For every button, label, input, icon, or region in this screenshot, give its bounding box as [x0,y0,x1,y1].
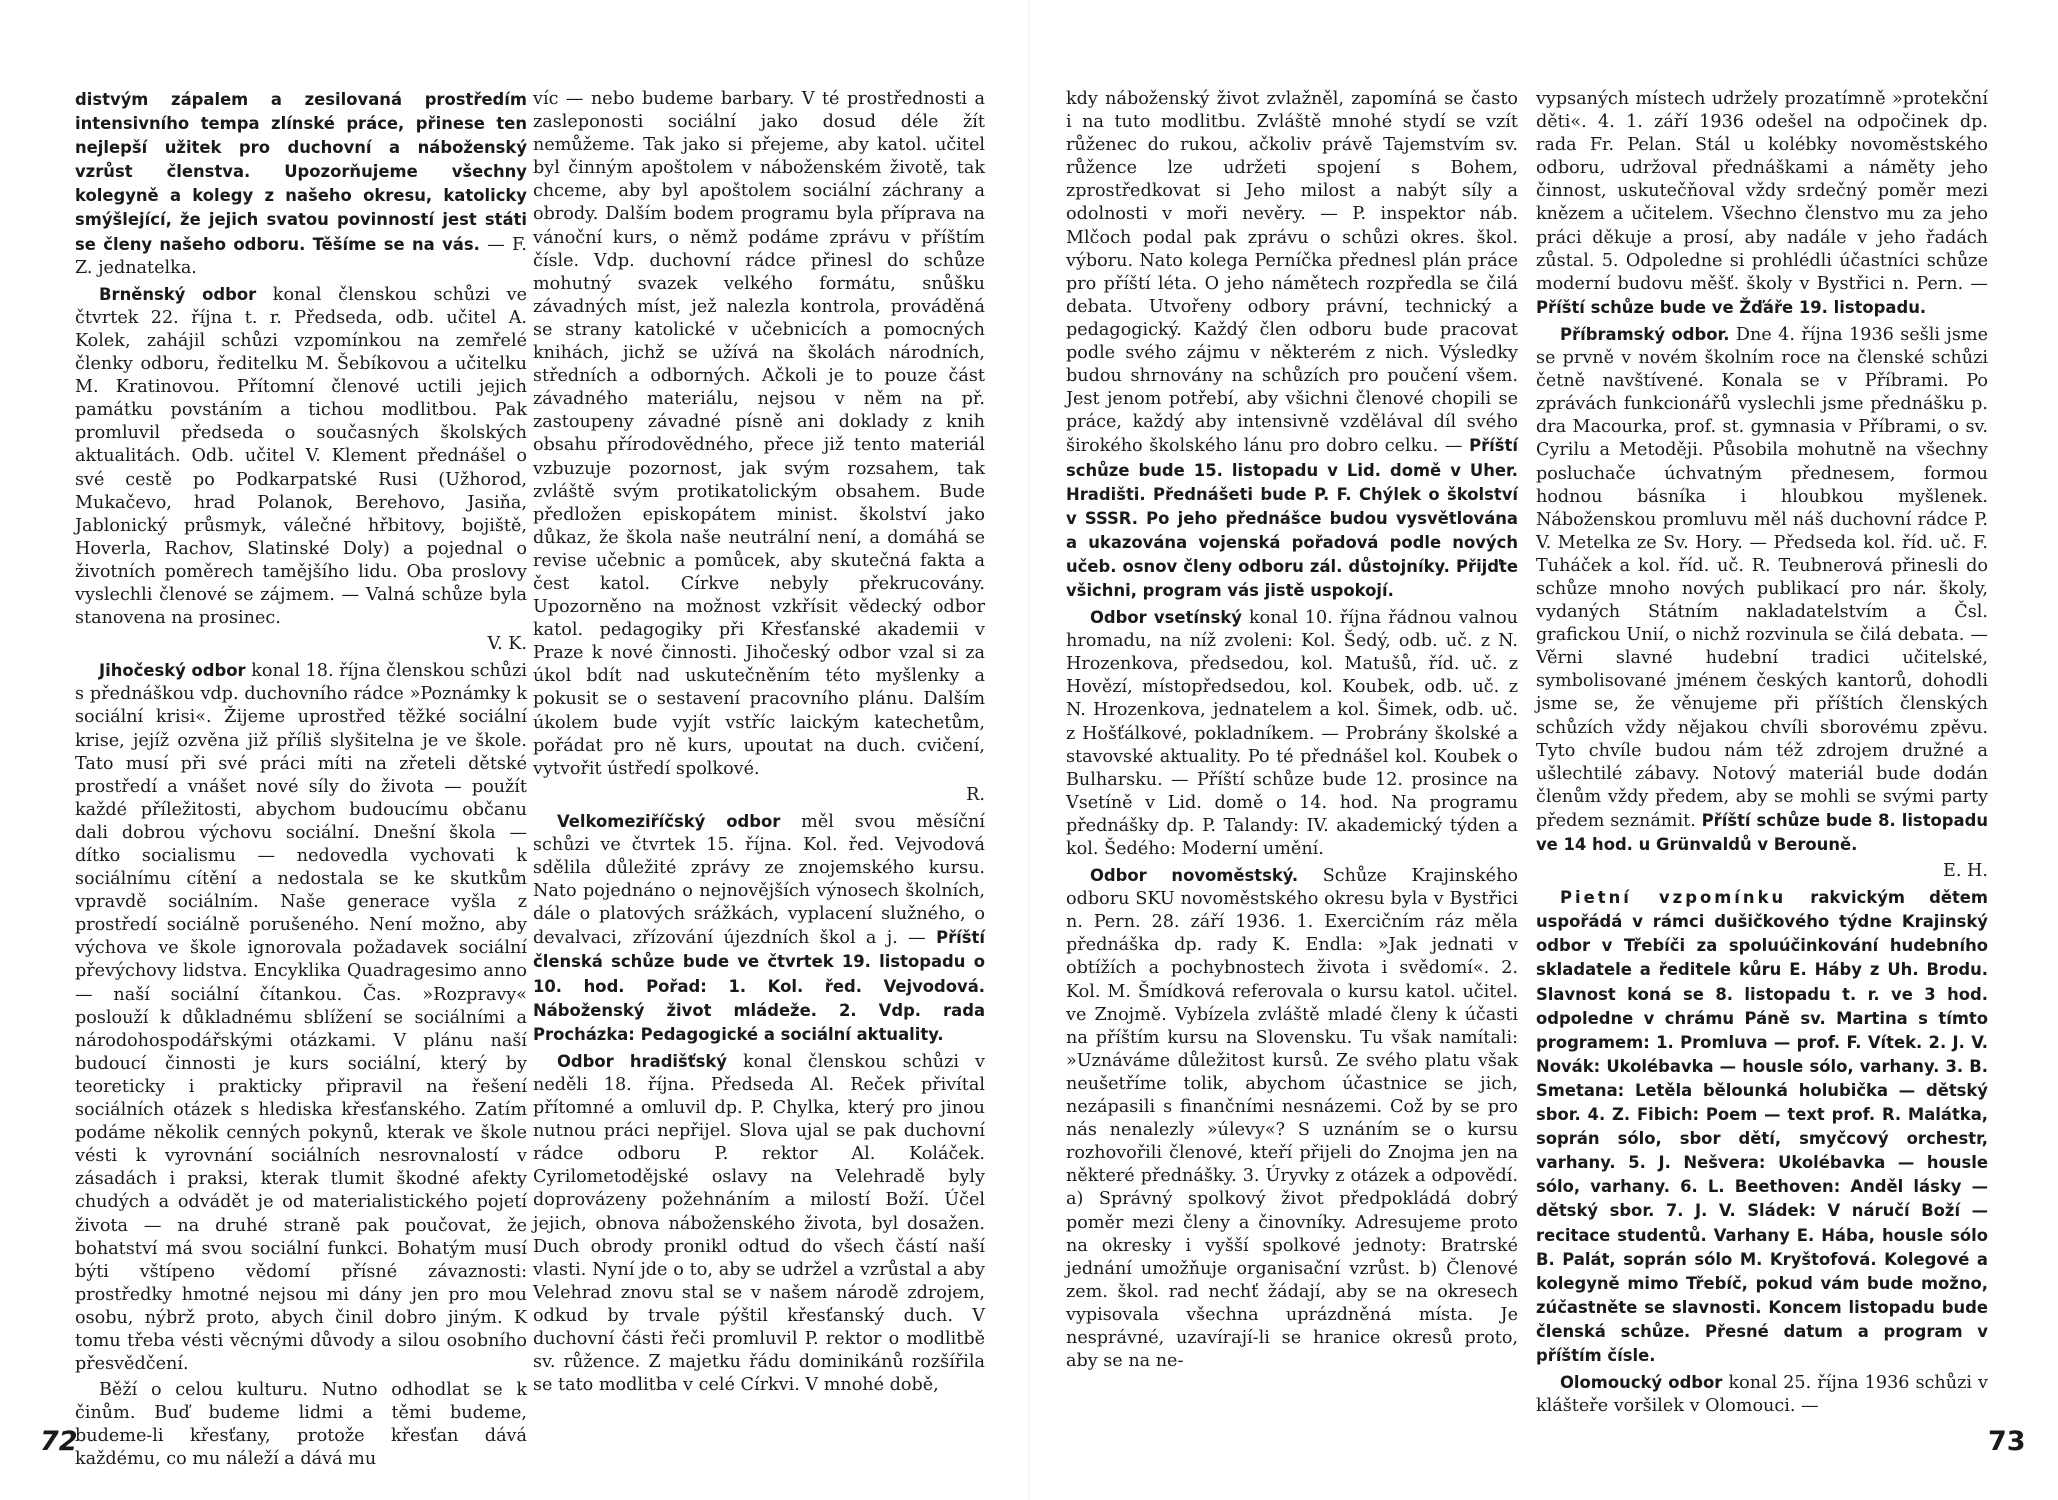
right-page-column-1 [1066,88,1518,1428]
paragraph-lead: Příbramský odbor. [1560,324,1730,344]
paragraph [1066,606,1518,861]
left-page-column-2 [533,88,985,1428]
paragraph-emphasis: Příští schůze bude 15. listopadu v Lid. domě v Uher. Hradišti. Přednášeti bude P. F. Chýlek o školství v SSSR. Po jeho přednášce budou vysvětlována a ukazována vojenská pořadová podle nových učeb. osnov členy odboru zál. důstojníky. Přijďte všichni, program vás jistě uspokojí. [1066,436,1518,600]
paragraph-text: — F. Z. jednatelka. [75,234,528,278]
paragraph [533,810,985,1047]
paragraph [1536,886,1988,1368]
paragraph-lead: distvým zápalem a zesilovaná prostředím intensivního tempa zlínské práce, přinese ten nejlepší užitek pro duchovní a náboženský vzrůst členstva. Upozorňujeme všechny kolegyně a kolegy z našeho okresu, katolicky smýšlející, že jejich svatou povinností jest státi se členy našeho odboru. Těšíme se na vás. [75,90,527,254]
right-page-number: 73 [1988,1426,2026,1457]
paragraph-text: konal členskou schůzi v neděli 18. října. Předseda Al. Reček přivítal přítomné a omluvil dp. P. Chylka, který pro jinou nutnou práci nepřijel. Slova ujal se pak duchovní rádce odboru P. rektor Al. Koláček. Cyrilometodějské oslavy na Velehradě byly doprovázeny požehnáním a milostí Boží. Účel jejich, obnova náboženského života, byl dosažen. Duch obrody pronikl odtud do všech částí naší vlasti. Nyní jde o to, aby se udržel a vzrůstal a aby Velehrad znovu stal se v našem národě zdrojem, odkud by trvale pýštil křesťanský duch. V duchovní části řeči promluvil P. rektor o modlitbě sv. růžence. Z majetku řádu dominikánů rozšířila se tato modlitba v celé Církvi. V mnohé době, [533,1051,985,1396]
paragraph-lead: Olomoucký odbor [1560,1373,1723,1393]
paragraph [75,283,527,630]
paragraph-lead: Odbor hradišťský [557,1051,727,1071]
paragraph-text: Dne 4. října 1936 sešli jsme se prvně v novém školním roce na členské schůzi četně navštívené. Konala se v Příbrami. Po zprávách funkcionářů vyslechli jsme přednášku p. dra Macourka, prof. st. gymnasia v Příbrami, o sv. Cyrilu a Metoději. Působila mohutně na všechny posluchače úchvatným přednesem, formou hodnou básníka i hloubkou myšlenek. Náboženskou promluvu měl náš duchovní rádce P. V. Metelka ze Sv. Hory. — Předseda kol. říd. uč. F. Tuháček a kol. říd. uč. R. Teubnerová přinesli do schůze mnoho nových publikací pro nár. školy, vydaných Státním nakladatelstvím a Čsl. grafickou Unií, o nichž rozvinula se čilá debata. — Věrni slavné hudební tradici učitelské, symbolisované jménem českých kantorů, dohodli jsme se, že věnujeme při příštích členských schůzích vždy nějakou chvíli sborovému zpěvu. Tyto chvíle budou nám též zdrojem družné a ušlechtilé zábavy. Notový materiál bude dodán členům vždy předem, aby se mohli se svými party předem seznámit. [1536,324,1988,831]
spaced-heading: Pietní vzpomínku [1560,888,1787,908]
paragraph-emphasis: rakvickým dětem uspořádá v rámci dušičkového týdne Krajinský odbor v Třebíči za spoluúčinkování hudebního skladatele a ředitele kůru E. Háby z Uh. Brodu. Slavnost koná se 8. listopadu t. r. ve 3 hod. odpoledne v chrámu Páně sv. Martina s tímto programem: 1. Promluva — prof. F. Vítek. 2. J. V. Novák: Ukolébavka — housle sólo, varhany. 3. B. Smetana: Letěla bělounká holubička — dětský sbor. 4. Z. Fibich: Poem — text prof. R. Malátka, soprán sólo, sbor dětí, smyčcový orchestr, varhany. 5. J. Nešvera: Ukolébavka — housle sólo, varhany. 6. L. Beethoven: Anděl lásky — dětský sbor. 7. J. V. Sládek: V náručí Boží — recitace studentů. Varhany E. Hába, housle sólo B. Palát, soprán sólo M. Kryštofová. Kolegové a kolegyně mimo Třebíč, pokud vám bude možno, zúčastněte se slavnosti. Koncem listopadu bude členská schůze. Přesné datum a program v příštím čísle. [1536,888,1988,1365]
paragraph [1536,323,1988,857]
paragraph [75,88,527,280]
paragraph-text: konal 18. října členskou schůzi s přednáškou vdp. duchovního rádce »Poznámky k sociální krisi«. Žijeme uprostřed těžké sociální krise, jejíž ozvěna již příliš slyšitelna je ve škole. Tato musí při své práci míti na zřeteli dětské prostředí a vnášet nové síly do života — použít každé příležitosti, abychom budoucímu občanu dali dobrou výchovu sociální. Dnešní škola — dítko socialismu — nedovedla vychovati k sociálnímu cítění a nedostala se ke skutkům vpravdě sociálním. Naše generace vyšla z prostředí sociálně porušeného. Není možno, aby výchova ve škole ignorovala požadavek sociální převýchovy lidstva. Encyklika Quadragesimo anno — naší sociální čítankou. Čas. »Rozpravy« poslouží k důkladnému sblížení se sociálními a národohospodářskými otázkami. V plánu naší budoucí činnosti je kurs sociální, který by teoreticky i prakticky připravil na řešení sociálních otázek s hlediska křesťanského. Zatím podáme několik cenných pokynů, kterak ve škole vésti k vyrovnání sociálních nesrovnalostí v zásadách i praksi, kterak tlumit škodné afekty chudých a odvádět je od materialistického pojetí života — na druhé straně pak poučovat, že bohatství má svou sociální funkci. Bohatým musí býti vštípeno vědomí přísné závaznosti: prostředky hmotné nejsou mi dány jen pro mou osobu, nýbrž proto, abych činil dobro jiným. K tomu třeba vésti věcnými důvody a silou osobního přesvědčení. [75,661,527,1375]
right-page-column-2 [1536,88,1988,1428]
signature: R. [966,784,985,805]
paragraph-lead: Jihočeský odbor [99,661,246,681]
left-page-number: 72 [40,1426,78,1457]
paragraph-text: konal 25. října 1936 schůzi v klášteře voršilek v Olomouci. — [1536,1373,1988,1417]
paragraph-lead: Velkomeziříčský odbor [557,811,781,831]
signature: V. K. [487,634,527,655]
paragraph-emphasis: Příští členská schůze bude ve čtvrtek 19. listopadu o 10. hod. Pořad: 1. Kol. řed. Vejvodová. Náboženský život mládeže. 2. Vdp. rada Procházka: Pedagogické a sociální aktuality. [533,928,985,1044]
paragraph [1536,88,1988,320]
paragraph [75,659,527,1376]
paragraph [1066,864,1518,1373]
paragraph [1066,88,1518,603]
paragraph-emphasis: Příští schůze bude ve Žďáře 19. listopadu. [1536,297,1927,317]
paragraph [75,1379,527,1471]
paragraph [1536,1371,1988,1418]
paragraph-text: víc — nebo budeme barbary. V té prostřednosti a zasleponosti sociální jako dosud déle žít nemůžeme. Tak jako si přejeme, aby katol. učitel byl činným apoštolem v náboženském životě, tak chceme, aby byl apoštolem sociální záchrany a obrody. Dalším bodem programu byla příprava na vánoční kurs, o němž podáme zprávu v příštím čísle. Vdp. duchovní rádce přinesl do schůze mohutný svazek velkého formátu, snůšku závadných míst, jež nalezla kontrola, prováděná se strany katolické v učebnicích a pomocných knihách, jichž se užívá na školách národních, středních a odborných. Ačkoli je to pouze část závadného materiálu, nejsou v něm na př. zastoupeny závadné písně ani doklady z knih obsahu přírodovědného, přece již tento materiál vzbuzuje pozornost, jak svým rozsahem, tak zvláště svým protikatolickým obsahem. Bude předložen episkopátem minist. školství jako důkaz, že škola naše neutrální není, a domáhá se revise učebnic a pomůcek, aby skutečná fakta a čest katol. Církve nebyly překrucovány. Upozorněno na možnost vzkřísit vědecký odbor katol. pedagogiky při Křesťanské akademii v Praze k nové činnosti. Jihočeský odbor vzal si za úkol bdít nad uskutečněním této myšlenky a pokusit se o sestavení pracovního plánu. Dalším úkolem bude vyjít vstříc laickým katechetům, pořádat pro ně kurs, upoutat na duch. cvičení, vytvořit ústředí spolkové. [533,89,985,779]
paragraph-text: měl svou měsíční schůzi ve čtvrtek 15. října. Kol. řed. Vejvodová sdělila důležité zprávy ze znojemského kursu. Nato pojednáno o nejnovějších výnosech školních, dále o platových srážkách, vyplacení služného, o devalvaci, zřízování újezdních škol a j. — [533,811,985,949]
paragraph [533,88,985,781]
left-page-column-1 [75,88,528,1470]
signature: E. H. [1943,861,1988,882]
paragraph-text: Běží o celou kulturu. Nutno odhodlat se k činům. Buď budeme lidmi a těmi budeme, budeme-li křesťany, protože křesťan dává každému, co mu náleží a dává mu [75,1380,527,1470]
paragraph [533,1050,985,1397]
paragraph-lead: Odbor vsetínský [1090,608,1242,628]
paragraph-text: vypsaných místech udržely prozatímně »protekční děti«. 4. 1. září 1936 odešel na odpočinek dp. rada Fr. Pelan. Stál u kolébky novoměstského odboru, udržoval přednáškami a náměty jeho činnost, uskutečňoval vždy srdečný poměr mezi knězem a učitelem. Všechno členstvo mu za jeho práci děkuje a prosí, aby nadále v jeho řadách zůstal. 5. Odpoledne si prohlédli účastníci schůze moderní budovu měšť. školy v Bystřici n. Pern. — [1536,89,1988,294]
paragraph-lead: Odbor novoměstský. [1090,866,1299,886]
paragraph-text: konal členskou schůzi ve čtvrtek 22. října t. r. Předseda, odb. učitel A. Kolek, zahájil schůzi vzpomínkou na zemřelé členky odboru, ředitelku M. Šebíkovou a učitelku M. Kratinovou. Přítomní členové uctili jejich památku povstáním a tichou modlitbou. Pak promluvil předseda o současných školských aktualitách. Odb. učitel V. Klement přednášel o své cestě po Podkarpatské Rusi (Užhorod, Mukačevo, hrad Polanok, Berehovo, Jasiňa, Jablonický průsmyk, válečné hřbitovy, bojiště, Hoverla, Rachov, Slatinské Doly) a pojednal o životních poměrech tamějšího lidu. Oba proslovy vyslechli členové se zájmem. — Valná schůze byla stanovena na prosinec. [75,284,527,629]
page-gutter [1028,0,1030,1500]
paragraph-text: kdy náboženský život zvlažněl, zapomíná se často i na tuto modlitbu. Zvláště mnohé stydí se vzít růženec do rukou, ačkoliv právě Tajemstvím sv. růžence lze udržeti spojení s Bohem, zprostředkovat si Jeho milost a nabýt síly a odolnosti v moři nevěry. — P. inspektor náb. Mlčoch podal pak zprávu o schůzi okres. škol. výboru. Nato kolega Perníčka přednesl plán práce pro příští léta. O jeho námětech rozpředla se čilá debata. Utvořeny odbory právní, technický a pedagogický. Každý člen odboru bude pracovat podle svého zájmu v některém z nich. Výsledky budou shrnovány na schůzích pro poučení všem. Jest jenom potřebí, aby všichni členové chopili se práce, každý aby intensivně vzdělával díl svého širokého školského lánu pro dobro celku. — [1066,89,1518,457]
paragraph-lead: Brněnský odbor [99,284,257,304]
paragraph-text: Schůze Krajinského odboru SKU novoměstského okresu byla v Bystřici n. Pern. 28. září 1936. 1. Exercičním ráz měla přednáška dp. rady K. Endla: »Jak jednati v obtížích a pochybnostech života i svědomí«. 2. Kol. M. Šmídková referovala o kursu katol. učitel. ve Znojmě. Vybízela zvláště mladé členy k účasti na příštím kursu na Slovensku. Tu však namítali: »Uznáváme důležitost kursů. Ze svého platu však neušetříme tolik, abychom účastnice se jich, nezápasili s finančními nesnázemi. Což by se pro nás nenalezly »úlevy«? S uznáním se o kursu rozhovořili členové, kteří přijeli do Znojma jen na některé přednášky. 3. Úryvky z otázek a odpovědí. a) Správný spolkový život předpokládá dobrý poměr mezi členy a činovníky. Adresujeme proto na okresky i vyšší spolkové jednoty: Bratrské jednání umožňuje organisační vzrůst. b) Členové zem. škol. rad nechť žádají, aby se na okresech vypisovala všechna uprázdněná místa. Je nesprávné, uzavírají-li se hranice okresů proto, aby se na ne- [1066,866,1518,1372]
paragraph-emphasis: Příští schůze bude 8. listopadu ve 14 hod. u Grünvaldů v Berouně. [1536,810,1988,854]
paragraph-text: konal 10. října řádnou valnou hromadu, na níž zvoleni: Kol. Šedý, odb. uč. z N. Hrozenkova, předsedou, kol. Matušů, říd. uč. z Hovězí, místopředsedou, kol. Koubek, odb. uč. z N. Hrozenkova, jednatelem a kol. Šimek, odb. uč. z Hošťálkové, pokladníkem. — Probrány školské a stavovské aktuality. Po té přednášel kol. Koubek o Bulharsku. — Příští schůze bude 12. prosince na Vsetíně v Lid. domě o 14. hod. Na programu přednášky dp. P. Talandy: IV. akademický týden a kol. Šedého: Moderní umění. [1066,608,1518,859]
